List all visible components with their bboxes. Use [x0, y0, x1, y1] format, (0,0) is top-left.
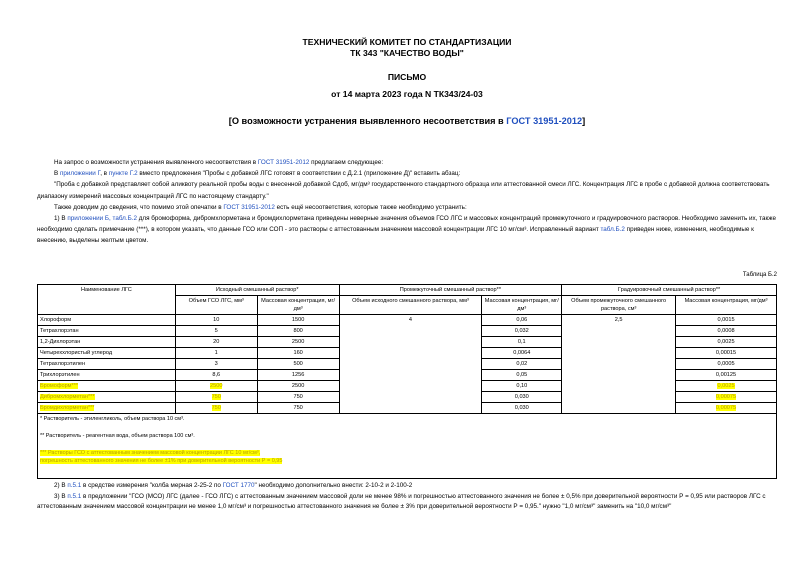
cell-text: 750 [211, 394, 221, 400]
cell-text: 0,0025 [717, 383, 735, 389]
cell-value [482, 326, 562, 337]
cell-value [257, 359, 339, 370]
header-col: Массовая концентрация, мг/дм³ [676, 296, 777, 315]
cell-value [175, 326, 257, 337]
cell-text: 0,10 [516, 383, 528, 389]
cell-text: 1256 [291, 372, 305, 378]
cell-value [339, 315, 482, 414]
cell-compound [38, 348, 176, 359]
cell-text: 0,00125 [715, 372, 737, 378]
cell-value [175, 337, 257, 348]
cell-text: 2,5 [614, 317, 623, 323]
table-header-row [38, 285, 777, 296]
cell-compound [38, 326, 176, 337]
appendix-link[interactable]: приложении Г [59, 170, 101, 178]
table-caption: Таблица Б.2 [742, 272, 777, 278]
date-line: от 14 марта 2023 года N ТК343/24-03 [331, 89, 483, 99]
cell-value [482, 337, 562, 348]
gost-link[interactable]: ГОСТ 31951-2012 [506, 116, 583, 126]
cell-text: 0,00075 [715, 405, 737, 411]
cell-value [257, 348, 339, 359]
tail-item-3 [37, 492, 777, 513]
cell-value [482, 359, 562, 370]
cell-text: 4 [408, 317, 413, 323]
cell-value [175, 359, 257, 370]
cell-text: Тетрахлорэтан [40, 328, 79, 334]
cell-value [676, 370, 777, 381]
subject-suffix: ] [582, 116, 586, 126]
note-3 [40, 449, 774, 465]
text: вместо предложения "Пробы с добавкой ЛГС готовят в соответствии с Д.2.1 (приложение Д)" вставить абзац: [137, 170, 461, 178]
cell-compound [38, 381, 176, 392]
cell-text: 0,00015 [715, 350, 737, 356]
cell-value [562, 315, 676, 414]
cell-compound [38, 315, 176, 326]
cell-value [676, 326, 777, 337]
cell-text: 800 [293, 328, 303, 334]
cell-value [676, 392, 777, 403]
text: в предложении "ГСО (МСО) ЛГС (далее - ГСО ЛГС) с аттестованным значением массовой доли не менее 98% и погрешностью аттестованного значения не более ± 0,5% при доверительной вероятности Р = 0,95 или растворов ЛГС с аттестованным значением массовой концентрации не менее 1,0 мг/см³ и погрешностью аттестованного значения не более ± 3% при доверительной вероятности Р = 0,95." нужно "1,0 мг/см³" заменить на "10,0 мг/см³" [37, 492, 766, 511]
cell-text: Тетрахлорэтилен [40, 361, 86, 367]
subject-prefix: [О возможности устранения выявленного несоответствия в [228, 116, 507, 126]
cell-compound [38, 359, 176, 370]
text: " необходимо дополнительно внести: 2-10-2 и 2-100-2 [254, 482, 413, 489]
cell-text: Дибромхлорметан*** [40, 394, 95, 400]
cell-value [676, 381, 777, 392]
gost-link[interactable]: ГОСТ 31951-2012 [257, 159, 310, 166]
cell-text: 2500 [210, 383, 223, 389]
cell-text: Бромоформ*** [40, 383, 79, 389]
cell-value [482, 392, 562, 403]
table-row [38, 315, 777, 326]
text: 2) В [54, 482, 68, 489]
header-initial: Исходный смешанный раствор* [175, 285, 339, 296]
cell-value [257, 381, 339, 392]
text: На запрос о возможности устранения выявленного несоответствия в [54, 159, 258, 166]
text: 1) В [54, 215, 68, 223]
paragraph-5 [37, 213, 777, 247]
cell-text: 1 [214, 350, 218, 356]
cell-value [175, 370, 257, 381]
clause-link[interactable]: п.5.1 [67, 492, 82, 500]
cell-value [482, 381, 562, 392]
header-graduation: Градуировочный смешанный раствор** [562, 285, 777, 296]
org-line-1: ТЕХНИЧЕСКИЙ КОМИТЕТ ПО СТАНДАРТИЗАЦИИ [302, 37, 512, 47]
cell-value [257, 392, 339, 403]
cell-compound [38, 392, 176, 403]
cell-value [175, 392, 257, 403]
cell-text: 0,0015 [717, 317, 735, 323]
cell-value [676, 359, 777, 370]
table-notes [38, 414, 777, 479]
notes-row [38, 414, 777, 479]
cell-text: 0,0005 [717, 361, 735, 367]
table-b2 [37, 284, 777, 479]
cell-value [257, 403, 339, 414]
cell-text: 3 [214, 361, 218, 367]
cell-text: 5 [214, 328, 218, 334]
text: приведен ниже, изменения, необходимые к внесению, выделены желтым цветом. [37, 226, 754, 245]
cell-value [676, 403, 777, 414]
text: в средстве измерения "колба мерная 2-25-2 по [81, 482, 223, 489]
cell-text: 1500 [291, 317, 305, 323]
table-link[interactable]: табл.Б.2 [600, 226, 625, 234]
cell-value [175, 315, 257, 326]
cell-text: 0,0008 [717, 328, 735, 334]
note-1: * Растворитель - этиленгликоль, объем раствора 10 см³. [40, 416, 185, 422]
text: Также доводим до сведения, что помимо этой опечатки в [54, 203, 224, 211]
cell-text: 8,6 [212, 372, 221, 378]
cell-text: 1,2-Дихлорэтан [40, 339, 81, 345]
header-col: Массовая концентрация, мг/дм³ [257, 296, 339, 315]
cell-text: Трихлорэтилен [40, 372, 80, 378]
cell-text: Четыреххлористый углерод [40, 350, 113, 356]
header-name: Наименование ЛГС [38, 285, 176, 315]
cell-value [257, 370, 339, 381]
cell-text: 10 [213, 317, 220, 323]
cell-compound [38, 370, 176, 381]
text: 3) В [54, 492, 68, 500]
text: для бромоформа, дибромхлорметана и бромдихлорметана приведены неверные значения объемов ГСО ЛГС и массовых концентраций промежуточного и градуировочного растворов. Необходимо заменить их, также необходимо сделать примечание (***), в котором указать, что данные ГСО или СОП - это растворы с аттестованным значением массовой концентрации ЛГС 10 мг/см³. Исправленный вариант [37, 215, 776, 234]
cell-text: 0,02 [516, 361, 528, 367]
cell-text: 0,0064 [513, 350, 531, 356]
cell-value [257, 326, 339, 337]
cell-text: 2500 [291, 339, 305, 345]
cell-value [676, 337, 777, 348]
cell-value [482, 370, 562, 381]
cell-value [175, 348, 257, 359]
cell-value [257, 315, 339, 326]
note-3-line-b: погрешность аттестованного значения не более ±1% при доверительной вероятности Р = 0,95 [40, 458, 283, 464]
table-link[interactable]: приложении Б, табл.Б.2 [67, 215, 137, 223]
gost-link[interactable]: ГОСТ 1770 [222, 482, 255, 489]
cell-value [676, 315, 777, 326]
cell-value [175, 381, 257, 392]
header-intermediate: Промежуточный смешанный раствор** [339, 285, 562, 296]
cell-text: 0,05 [516, 372, 528, 378]
cell-text: 0,1 [517, 339, 526, 345]
cell-compound [38, 403, 176, 414]
cell-text: 20 [213, 339, 220, 345]
cell-text: 0,06 [516, 317, 528, 323]
letter-tail [37, 481, 777, 513]
paragraph-1 [37, 157, 777, 168]
gost-link[interactable]: ГОСТ 31951-2012 [223, 203, 275, 211]
tail-item-2 [37, 481, 777, 492]
paragraph-2 [37, 168, 777, 179]
letter-body [37, 157, 777, 247]
cell-text: 2500 [291, 383, 305, 389]
note-3-line-a: *** Растворы ГСО с аттестованным значением массовой концентрации ЛГС 10 мг/см³, [40, 450, 261, 456]
clause-link[interactable]: п.5.1 [67, 482, 82, 489]
cell-compound [38, 337, 176, 348]
org-header [37, 37, 777, 59]
cell-text: 0,0025 [717, 339, 735, 345]
cell-text: 750 [293, 405, 303, 411]
cell-text: 750 [293, 394, 303, 400]
text: предлагаем следующее: [309, 159, 384, 166]
cell-text: 160 [293, 350, 303, 356]
cell-value [482, 403, 562, 414]
cell-text: Хлороформ [40, 317, 72, 323]
cell-text: 0,032 [514, 328, 529, 334]
paragraph-3: "Проба с добавкой представляет собой аликвоту реальной пробы воды с внесенной добавкой Сдоб, мг/дм³ государственного стандартного образца или аттестованной смеси ЛГС. Концентрация ЛГС в пробе с добавкой должна соответствовать диапазону измерений массовых концентраций ЛГС по настоящему стандарту." [37, 181, 770, 200]
cell-value [257, 337, 339, 348]
doc-type: ПИСЬМО [387, 72, 427, 82]
cell-text: 750 [211, 405, 221, 411]
cell-text: 500 [293, 361, 303, 367]
cell-value [482, 315, 562, 326]
header-col: Объем ГСО ЛГС, мм³ [175, 296, 257, 315]
cell-text: Бромдихлорметан*** [40, 405, 95, 411]
cell-value [676, 348, 777, 359]
header-col: Объем исходного смешанного раствора, мм³ [339, 296, 482, 315]
header-col: Объем промежуточного смешанного раствора, см³ [562, 296, 676, 315]
note-2: ** Растворитель - реагентная вода, объем раствора 100 см³. [40, 433, 195, 439]
text: , в [100, 170, 109, 178]
cell-text: 0,030 [514, 405, 529, 411]
text: есть ещё несоответствия, которые также необходимо устранить: [274, 203, 467, 211]
cell-text: 0,030 [514, 394, 529, 400]
paragraph-4 [37, 202, 777, 213]
cell-value [175, 403, 257, 414]
cell-text: 0,00075 [715, 394, 737, 400]
text: В [54, 170, 60, 178]
cell-value [482, 348, 562, 359]
clause-link[interactable]: пункте Г.2 [108, 170, 138, 178]
org-line-2: ТК 343 "КАЧЕСТВО ВОДЫ" [350, 48, 464, 58]
subject-line [37, 116, 777, 127]
header-col: Массовая концентрация, мг/дм³ [482, 296, 562, 315]
